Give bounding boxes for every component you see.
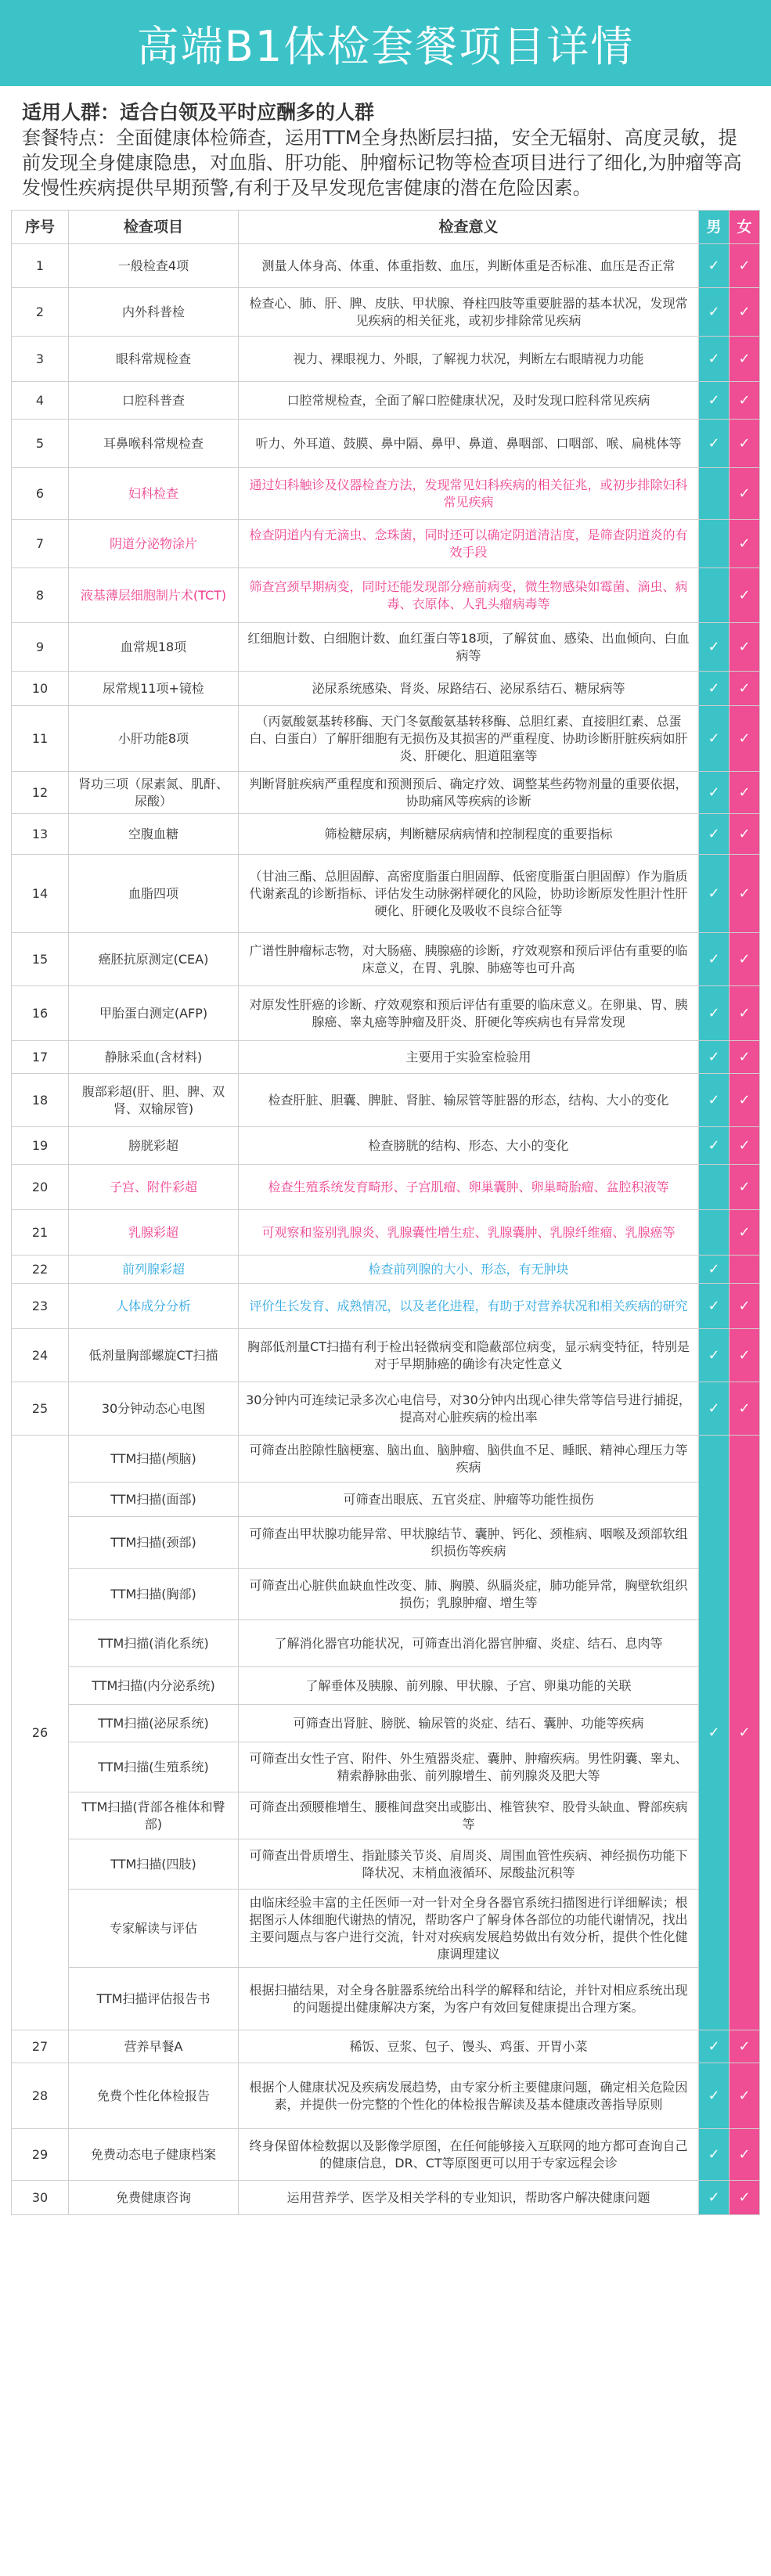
exam-meaning: 检查生殖系统发育畸形、子宫肌瘤、卵巢囊肿、卵巢畸胎瘤、盆腔积液等	[239, 1165, 699, 1210]
exam-item: 前列腺彩超	[69, 1256, 239, 1284]
exam-meaning: 对原发性肝癌的诊断、疗效观察和预后评估有重要的临床意义。在卵巢、胃、胰腺癌、睾丸癌等肿瘤及肝炎、肝硬化等疾病也有异常发现	[239, 986, 699, 1041]
female-check: ✓	[730, 772, 760, 814]
row-number: 8	[12, 568, 69, 623]
exam-meaning: 了解垂体及胰腺、前列腺、甲状腺、子宫、卵巢功能的关联	[239, 1667, 699, 1705]
table-row	[12, 1127, 760, 1165]
header-item: 检查项目	[69, 211, 239, 244]
male-check: ✓	[699, 1074, 730, 1127]
header-meaning: 检查意义	[239, 211, 699, 244]
exam-table-wrapper	[11, 210, 760, 2215]
male-check: ✓	[699, 420, 730, 468]
exam-meaning: 可筛查出骨质增生、指趾膝关节炎、肩周炎、周围血管性疾病、神经损伤功能下降状况、末梢血液循环、尿酸盐沉积等	[239, 1839, 699, 1890]
row-number: 13	[12, 814, 69, 855]
male-check	[699, 1165, 730, 1210]
female-check: ✓	[730, 986, 760, 1041]
header-male: 男	[699, 211, 730, 244]
table-row	[12, 2030, 760, 2063]
table-row	[12, 1382, 760, 1436]
exam-item: 妇科检查	[69, 468, 239, 520]
exam-item: 血常规18项	[69, 623, 239, 672]
female-check: ✓	[730, 2181, 760, 2215]
table-row	[12, 1210, 760, 1256]
exam-item: 低剂量胸部螺旋CT扫描	[69, 1329, 239, 1382]
row-number: 23	[12, 1284, 69, 1329]
exam-item: TTM扫描(胸部)	[69, 1569, 239, 1620]
table-header-row	[12, 211, 760, 244]
page-header	[0, 0, 771, 86]
exam-item: 口腔科普查	[69, 382, 239, 420]
exam-item: 肾功三项（尿素氮、肌酐、尿酸）	[69, 772, 239, 814]
table-row	[12, 1569, 760, 1620]
female-check: ✓	[730, 1041, 760, 1074]
exam-item: 免费个性化体检报告	[69, 2063, 239, 2129]
male-check: ✓	[699, 382, 730, 420]
male-check: ✓	[699, 337, 730, 382]
exam-meaning: 检查膀胱的结构、形态、大小的变化	[239, 1127, 699, 1165]
exam-meaning: 胸部低剂量CT扫描有利于检出轻微病变和隐蔽部位病变，显示病变特征，特别是对于早期肺癌的确诊有决定性意义	[239, 1329, 699, 1382]
row-number: 7	[12, 520, 69, 568]
male-check: ✓	[699, 672, 730, 706]
table-row	[12, 986, 760, 1041]
female-check: ✓	[730, 2129, 760, 2181]
exam-meaning: 泌尿系统感染、肾炎、尿路结石、泌尿系结石、糖尿病等	[239, 672, 699, 706]
exam-meaning: 可筛查出肾脏、膀胱、输尿管的炎症、结石、囊肿、功能等疾病	[239, 1705, 699, 1742]
exam-item: 液基薄层细胞制片术(TCT)	[69, 568, 239, 623]
exam-item: 阴道分泌物涂片	[69, 520, 239, 568]
exam-item: 小肝功能8项	[69, 706, 239, 772]
exam-meaning: 广谱性肿瘤标志物，对大肠癌、胰腺癌的诊断，疗效观察和预后评估有重要的临床意义，在胃、乳腺、肺癌等也可升高	[239, 933, 699, 986]
exam-meaning: 筛查宫颈早期病变，同时还能发现部分癌前病变，微生物感染如霉菌、滴虫、病毒、衣原体、人乳头瘤病毒等	[239, 568, 699, 623]
table-row	[12, 568, 760, 623]
table-row	[12, 1620, 760, 1667]
female-check: ✓	[730, 814, 760, 855]
exam-meaning: 可观察和鉴别乳腺炎、乳腺囊性增生症、乳腺囊肿、乳腺纤维瘤、乳腺癌等	[239, 1210, 699, 1256]
exam-meaning: （丙氨酸氨基转移酶、天门冬氨酸氨基转移酶、总胆红素、直接胆红素、总蛋白、白蛋白）了解肝细胞有无损伤及其损害的严重程度、协助诊断肝脏疾病如肝炎、肝硬化、胆道阻塞等	[239, 706, 699, 772]
exam-table	[11, 210, 760, 2215]
header-female: 女	[730, 211, 760, 244]
exam-meaning: 检查前列腺的大小、形态，有无肿块	[239, 1256, 699, 1284]
exam-meaning: 稀饭、豆浆、包子、馒头、鸡蛋、开胃小菜	[239, 2030, 699, 2063]
row-number: 28	[12, 2063, 69, 2129]
exam-meaning: 可筛查出心脏供血缺血性改变、肺、胸膜、纵膈炎症，肺功能异常，胸壁软组织损伤；乳腺肿瘤、增生等	[239, 1569, 699, 1620]
female-check: ✓	[730, 244, 760, 288]
table-row	[12, 1256, 760, 1284]
male-check: ✓	[699, 986, 730, 1041]
exam-meaning: 测量人体身高、体重、体重指数、血压，判断体重是否标准、血压是否正常	[239, 244, 699, 288]
table-row	[12, 1074, 760, 1127]
table-row	[12, 1165, 760, 1210]
male-check: ✓	[699, 814, 730, 855]
female-check: ✓	[730, 1165, 760, 1210]
exam-meaning: 终身保留体检数据以及影像学原图，在任何能够接入互联网的地方都可查询自己的健康信息，DR、CT等原图更可以用于专家远程会诊	[239, 2129, 699, 2181]
female-check: ✓	[730, 706, 760, 772]
exam-meaning: 了解消化器官功能状况，可筛查出消化器官肿瘤、炎症、结石、息肉等	[239, 1620, 699, 1667]
exam-item: 内外科普检	[69, 288, 239, 337]
exam-item: 免费动态电子健康档案	[69, 2129, 239, 2181]
table-row	[12, 2181, 760, 2215]
male-check: ✓	[699, 288, 730, 337]
table-row	[12, 1792, 760, 1839]
row-number: 11	[12, 706, 69, 772]
table-row	[12, 1517, 760, 1569]
table-row	[12, 1483, 760, 1517]
table-row	[12, 1667, 760, 1705]
exam-meaning: 根据个人健康状况及疾病发展趋势，由专家分析主要健康问题，确定相关危险因素，并提供一份完整的个性化的体检报告解读及基本健康改善指导原则	[239, 2063, 699, 2129]
page-title: 高端B1体检套餐项目详情	[136, 21, 635, 71]
exam-meaning: 根据扫描结果，对全身各脏器系统给出科学的解释和结论，并针对相应系统出现的问题提出健康解决方案，为客户有效回复健康提出合理方案。	[239, 1968, 699, 2030]
table-row	[12, 337, 760, 382]
exam-meaning: 可筛查出腔隙性脑梗塞、脑出血、脑肿瘤、脑供血不足、睡眠、精神心理压力等疾病	[239, 1436, 699, 1483]
male-check: ✓	[699, 1329, 730, 1382]
table-row	[12, 1890, 760, 1968]
row-number: 15	[12, 933, 69, 986]
female-check: ✓	[730, 1210, 760, 1256]
female-check: ✓	[730, 288, 760, 337]
exam-meaning: 通过妇科触诊及仪器检查方法，发现常见妇科疾病的相关征兆，或初步排除妇科常见疾病	[239, 468, 699, 520]
row-number: 25	[12, 1382, 69, 1436]
exam-item: TTM扫描(生殖系统)	[69, 1742, 239, 1792]
exam-meaning: 可筛查出眼底、五官炎症、肿瘤等功能性损伤	[239, 1483, 699, 1517]
table-row	[12, 772, 760, 814]
exam-item: TTM扫描(面部)	[69, 1483, 239, 1517]
row-number: 22	[12, 1256, 69, 1284]
female-check: ✓	[730, 855, 760, 933]
row-number: 10	[12, 672, 69, 706]
male-check: ✓	[699, 706, 730, 772]
male-check	[699, 468, 730, 520]
male-check: ✓	[699, 933, 730, 986]
table-row	[12, 468, 760, 520]
female-check: ✓	[730, 672, 760, 706]
male-check: ✓	[699, 2030, 730, 2063]
table-row	[12, 672, 760, 706]
table-row	[12, 1839, 760, 1890]
female-check: ✓	[730, 2030, 760, 2063]
male-check	[699, 1210, 730, 1256]
row-number: 16	[12, 986, 69, 1041]
exam-meaning: 筛检糖尿病，判断糖尿病病情和控制程度的重要指标	[239, 814, 699, 855]
row-number: 1	[12, 244, 69, 288]
female-check: ✓	[730, 933, 760, 986]
exam-item: 免费健康咨询	[69, 2181, 239, 2215]
exam-item: 癌胚抗原测定(CEA)	[69, 933, 239, 986]
exam-item: TTM扫描(颈部)	[69, 1517, 239, 1569]
exam-meaning: 视力、裸眼视力、外眼，了解视力状况，判断左右眼睛视力功能	[239, 337, 699, 382]
table-row	[12, 520, 760, 568]
table-row	[12, 420, 760, 468]
exam-meaning: （甘油三酯、总胆固醇、高密度脂蛋白胆固醇、低密度脂蛋白胆固醇）作为脂质代谢紊乱的诊断指标、评估发生动脉粥样硬化的风险，协助诊断原发性胆汁性肝硬化、肝硬化及吸收不良综合征等	[239, 855, 699, 933]
table-row	[12, 933, 760, 986]
exam-meaning: 检查心、肺、肝、脾、皮肤、甲状腺、脊柱四肢等重要脏器的基本状况，发现常见疾病的相关征兆，或初步排除常见疾病	[239, 288, 699, 337]
exam-item: 子宫、附件彩超	[69, 1165, 239, 1210]
row-number: 6	[12, 468, 69, 520]
row-number: 17	[12, 1041, 69, 1074]
exam-item: 眼科常规检查	[69, 337, 239, 382]
exam-item: 空腹血糖	[69, 814, 239, 855]
male-check: ✓	[699, 1436, 730, 2030]
exam-item: TTM扫描(消化系统)	[69, 1620, 239, 1667]
row-number: 4	[12, 382, 69, 420]
exam-item: 30分钟动态心电图	[69, 1382, 239, 1436]
exam-meaning: 由临床经验丰富的主任医师一对一针对全身各器官系统扫描图进行详细解读；根据图示人体细胞代谢热的情况，帮助客户了解身体各部位的功能代谢情况，找出主要问题点与客户进行交流，针对对疾病发展趋势做出有效分析，提供个性化健康调理建议	[239, 1890, 699, 1968]
exam-meaning: 可筛查出颈腰椎增生、腰椎间盘突出或膨出、椎管狭窄、股骨头缺血、臀部疾病等	[239, 1792, 699, 1839]
row-number: 21	[12, 1210, 69, 1256]
row-number: 19	[12, 1127, 69, 1165]
table-row	[12, 1436, 760, 1483]
female-check: ✓	[730, 568, 760, 623]
header-no: 序号	[12, 211, 69, 244]
exam-meaning: 可筛查出甲状腺功能异常、甲状腺结节、囊肿、钙化、颈椎病、咽喉及颈部软组织损伤等疾病	[239, 1517, 699, 1569]
table-row	[12, 855, 760, 933]
exam-item: TTM扫描(泌尿系统)	[69, 1705, 239, 1742]
female-check	[730, 1256, 760, 1284]
row-number: 26	[12, 1436, 69, 2030]
male-check: ✓	[699, 2063, 730, 2129]
exam-item: 血脂四项	[69, 855, 239, 933]
row-number: 24	[12, 1329, 69, 1382]
female-check: ✓	[730, 1436, 760, 2030]
row-number: 27	[12, 2030, 69, 2063]
target-group-text: 适用人群：适合白领及平时应酬多的人群	[22, 101, 375, 124]
female-check: ✓	[730, 1382, 760, 1436]
exam-item: 静脉采血(含材料)	[69, 1041, 239, 1074]
female-check: ✓	[730, 420, 760, 468]
male-check: ✓	[699, 623, 730, 672]
male-check	[699, 568, 730, 623]
male-check: ✓	[699, 855, 730, 933]
male-check	[699, 520, 730, 568]
exam-meaning: 评价生长发育、成熟情况，以及老化进程，有助于对营养状况和相关疾病的研究	[239, 1284, 699, 1329]
exam-item: 专家解读与评估	[69, 1890, 239, 1968]
exam-item: 甲胎蛋白测定(AFP)	[69, 986, 239, 1041]
table-row	[12, 623, 760, 672]
row-number: 29	[12, 2129, 69, 2181]
exam-item: 膀胱彩超	[69, 1127, 239, 1165]
row-number: 2	[12, 288, 69, 337]
exam-item: 营养早餐A	[69, 2030, 239, 2063]
exam-item: TTM扫描(内分泌系统)	[69, 1667, 239, 1705]
exam-meaning: 听力、外耳道、鼓膜、鼻中隔、鼻甲、鼻道、鼻咽部、口咽部、喉、扁桃体等	[239, 420, 699, 468]
package-features-text: 套餐特点：全面健康体检筛查，运用TTM全身热断层扫描，安全无辐射、高度灵敏，提前发现全身健康隐患，对血脂、肝功能、肿瘤标记物等检查项目进行了细化,为肿瘤等高发慢性疾病提供早期预警,有利于及早发现危害健康的潜在危险因素。	[22, 127, 742, 199]
exam-item: TTM扫描(颅脑)	[69, 1436, 239, 1483]
exam-item: 耳鼻喉科常规检查	[69, 420, 239, 468]
exam-item: 一般检查4项	[69, 244, 239, 288]
exam-meaning: 检查肝脏、胆囊、脾脏、肾脏、输尿管等脏器的形态，结构、大小的变化	[239, 1074, 699, 1127]
exam-meaning: 红细胞计数、白细胞计数、血红蛋白等18项，了解贫血、感染、出血倾向、白血病等	[239, 623, 699, 672]
exam-item: 乳腺彩超	[69, 1210, 239, 1256]
exam-meaning: 30分钟内可连续记录多次心电信号，对30分钟内出现心律失常等信号进行捕捉，提高对心脏疾病的检出率	[239, 1382, 699, 1436]
row-number: 12	[12, 772, 69, 814]
female-check: ✓	[730, 623, 760, 672]
female-check: ✓	[730, 382, 760, 420]
male-check: ✓	[699, 1041, 730, 1074]
row-number: 5	[12, 420, 69, 468]
exam-meaning: 运用营养学、医学及相关学科的专业知识，帮助客户解决健康问题	[239, 2181, 699, 2215]
male-check: ✓	[699, 2129, 730, 2181]
table-row	[12, 706, 760, 772]
male-check: ✓	[699, 2181, 730, 2215]
exam-meaning: 口腔常规检查，全面了解口腔健康状况，及时发现口腔科常见疾病	[239, 382, 699, 420]
exam-meaning: 判断肾脏疾病严重程度和预测预后、确定疗效、调整某些药物剂量的重要依据，协助痛风等疾病的诊断	[239, 772, 699, 814]
female-check: ✓	[730, 1329, 760, 1382]
table-row	[12, 1705, 760, 1742]
exam-item: 尿常规11项+镜检	[69, 672, 239, 706]
table-row	[12, 2063, 760, 2129]
table-row	[12, 1284, 760, 1329]
female-check: ✓	[730, 2063, 760, 2129]
female-check: ✓	[730, 468, 760, 520]
row-number: 30	[12, 2181, 69, 2215]
female-check: ✓	[730, 337, 760, 382]
male-check: ✓	[699, 1256, 730, 1284]
table-row	[12, 1041, 760, 1074]
row-number: 20	[12, 1165, 69, 1210]
table-row	[12, 1329, 760, 1382]
exam-meaning: 可筛查出女性子宫、附件、外生殖器炎症、囊肿、肿瘤疾病。男性阴囊、睾丸、精索静脉曲张、前列腺增生、前列腺炎及肥大等	[239, 1742, 699, 1792]
table-row	[12, 1742, 760, 1792]
table-row	[12, 244, 760, 288]
row-number: 18	[12, 1074, 69, 1127]
female-check: ✓	[730, 520, 760, 568]
male-check: ✓	[699, 244, 730, 288]
exam-meaning: 检查阴道内有无滴虫、念珠菌，同时还可以确定阴道清洁度，是筛查阴道炎的有效手段	[239, 520, 699, 568]
table-row	[12, 382, 760, 420]
table-row	[12, 1968, 760, 2030]
male-check: ✓	[699, 1127, 730, 1165]
male-check: ✓	[699, 1284, 730, 1329]
male-check: ✓	[699, 1382, 730, 1436]
exam-item: 人体成分分析	[69, 1284, 239, 1329]
exam-item: 腹部彩超(肝、胆、脾、双肾、双输尿管)	[69, 1074, 239, 1127]
exam-item: TTM扫描(四肢)	[69, 1839, 239, 1890]
exam-item: TTM扫描评估报告书	[69, 1968, 239, 2030]
table-row	[12, 2129, 760, 2181]
exam-item: TTM扫描(背部各椎体和臀部)	[69, 1792, 239, 1839]
female-check: ✓	[730, 1284, 760, 1329]
female-check: ✓	[730, 1074, 760, 1127]
table-row	[12, 288, 760, 337]
exam-meaning: 主要用于实验室检验用	[239, 1041, 699, 1074]
row-number: 14	[12, 855, 69, 933]
row-number: 9	[12, 623, 69, 672]
table-body	[12, 244, 760, 2215]
table-row	[12, 814, 760, 855]
female-check: ✓	[730, 1127, 760, 1165]
male-check: ✓	[699, 772, 730, 814]
row-number: 3	[12, 337, 69, 382]
intro-section	[0, 86, 771, 210]
